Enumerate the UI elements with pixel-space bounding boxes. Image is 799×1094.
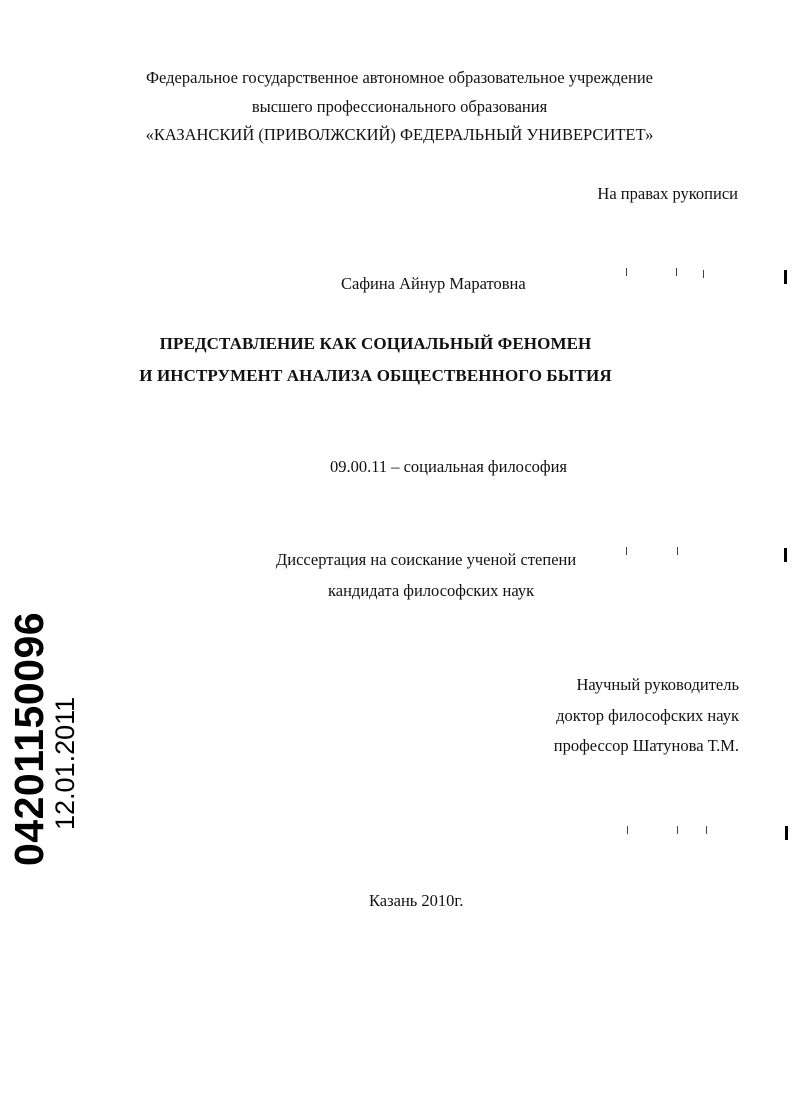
scan-mark — [706, 826, 707, 834]
dissertation-title-line-2: И ИНСТРУМЕНТ АНАЛИЗА ОБЩЕСТВЕННОГО БЫТИЯ — [139, 366, 612, 385]
scan-mark — [703, 270, 704, 278]
institution-line-2: высшего профессионального образования — [251, 97, 548, 116]
scan-mark — [784, 548, 787, 562]
specialty-code: 09.00.11 – социальная философия — [329, 457, 568, 476]
place-and-year: Казань 2010г. — [369, 891, 464, 910]
dissertation-title-line-1: ПРЕДСТАВЛЕНИЕ КАК СОЦИАЛЬНЫЙ ФЕНОМЕН — [159, 334, 592, 353]
degree-line-2: кандидата философских наук — [328, 581, 535, 600]
scan-mark — [784, 270, 787, 284]
supervisor-degree: доктор философских наук — [556, 706, 739, 725]
author-name: Сафина Айнур Маратовна — [341, 274, 526, 293]
supervisor-name: профессор Шатунова Т.М. — [553, 736, 739, 755]
manuscript-note: На правах рукописи — [597, 184, 738, 203]
scan-mark — [677, 826, 678, 834]
scan-mark — [785, 826, 788, 840]
supervisor-role: Научный руководитель — [576, 675, 739, 694]
scan-mark — [677, 547, 678, 555]
degree-line-1: Диссертация на соискание ученой степени — [276, 550, 577, 569]
university-name: «КАЗАНСКИЙ (ПРИВОЛЖСКИЙ) ФЕДЕРАЛЬНЫЙ УНИВЕРСИТЕТ» — [145, 125, 654, 144]
scan-mark — [626, 547, 627, 555]
institution-line-1: Федеральное государственное автономное образовательное учреждение — [146, 68, 653, 87]
scan-mark — [626, 268, 627, 276]
library-stamp-code: 04201150096 — [6, 611, 52, 866]
scan-mark — [627, 826, 628, 834]
scan-mark — [676, 268, 677, 276]
library-stamp-date: 12.01.2011 — [50, 696, 80, 830]
